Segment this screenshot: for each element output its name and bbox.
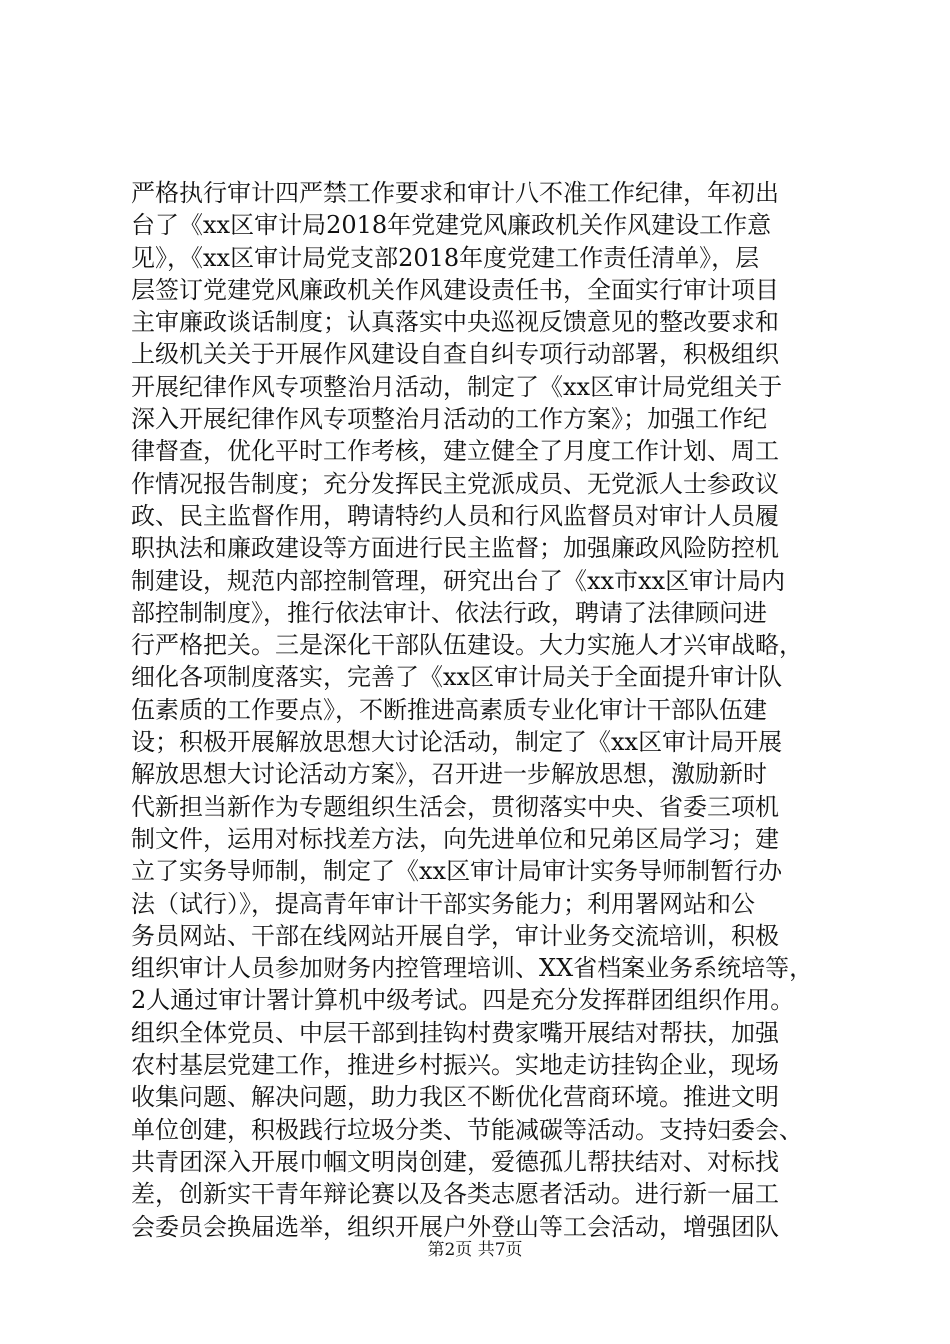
text-line: 单位创建，积极践行垃圾分类、节能减碳等活动。支持妇委会、 <box>131 1115 803 1144</box>
text-line: 层签订党建党风廉政机关作风建设责任书，全面实行审计项目 <box>131 275 779 304</box>
text-line: 务员网站、干部在线网站开展自学，审计业务交流培训，积极 <box>131 921 779 950</box>
text-line: 伍素质的工作要点》，不断推进高素质专业化审计干部队伍建 <box>131 695 767 724</box>
text-line: 解放思想大讨论活动方案》，召开进一步解放思想，激励新时 <box>131 760 767 789</box>
text-line: 2人通过审计署计算机中级考试。四是充分发挥群团组织作用。 <box>131 986 795 1015</box>
text-line: 差，创新实干青年辩论赛以及各类志愿者活动。进行新一届工 <box>131 1180 779 1209</box>
text-line: 制建设，规范内部控制管理，研究出台了《xx市xx区审计局内 <box>131 566 786 595</box>
text-line: 法（试行）》，提高青年审计干部实务能力；利用署网站和公 <box>131 889 755 918</box>
text-line: 设；积极开展解放思想大讨论活动，制定了《xx区审计局开展 <box>131 728 783 757</box>
text-line: 台了《xx区审计局2018年党建党风廉政机关作风建设工作意 <box>131 211 772 240</box>
text-line: 组织全体党员、中层干部到挂钩村费家嘴开展结对帮扶，加强 <box>131 1018 779 1047</box>
text-line: 代新担当新作为专题组织生活会，贯彻落实中央、省委三项机 <box>131 792 779 821</box>
text-line: 会委员会换届选举，组织开展户外登山等工会活动，增强团队 <box>131 1212 779 1241</box>
text-line: 收集问题、解决问题，助力我区不断优化营商环境。推进文明 <box>131 1083 779 1112</box>
text-line: 制文件，运用对标找差方法，向先进单位和兄弟区局学习；建 <box>131 824 779 853</box>
text-line: 严格执行审计四严禁工作要求和审计八不准工作纪律，年初出 <box>131 179 779 207</box>
text-line: 共青团深入开展巾帼文明岗创建，爱德孤儿帮扶结对、对标找 <box>131 1147 779 1176</box>
text-line: 作情况报告制度；充分发挥民主党派成员、无党派人士参政议 <box>131 469 779 498</box>
text-line: 农村基层党建工作，推进乡村振兴。实地走访挂钩企业，现场 <box>131 1051 779 1080</box>
page-number-footer: 第2页 共7页 <box>427 1240 523 1260</box>
text-line: 上级机关关于开展作风建设自查自纠专项行动部署，积极组织 <box>131 340 779 369</box>
text-line: 主审廉政谈话制度；认真落实中央巡视反馈意见的整改要求和 <box>131 308 779 337</box>
text-line: 细化各项制度落实，完善了《xx区审计局关于全面提升审计队 <box>131 663 783 692</box>
text-line: 职执法和廉政建设等方面进行民主监督；加强廉政风险防控机 <box>131 534 779 563</box>
text-line: 组织审计人员参加财务内控管理培训、XX省档案业务系统培等， <box>131 954 814 983</box>
text-line: 政、民主监督作用，聘请特约人员和行风监督员对审计人员履 <box>131 501 779 530</box>
text-line: 立了实务导师制，制定了《xx区审计局审计实务导师制暂行办 <box>131 857 783 886</box>
text-line: 深入开展纪律作风专项整治月活动的工作方案》；加强工作纪 <box>131 405 767 434</box>
text-line: 行严格把关。三是深化干部队伍建设。大力实施人才兴审战略， <box>131 631 803 660</box>
text-line: 见》，《xx区审计局党支部2018年度党建工作责任清单》，层 <box>131 243 760 272</box>
body-text <box>131 177 831 1243</box>
text-line: 开展纪律作风专项整治月活动，制定了《xx区审计局党组关于 <box>131 372 783 401</box>
text-line: 律督查，优化平时工作考核，建立健全了月度工作计划、周工 <box>131 437 779 466</box>
text-line: 部控制制度》，推行依法审计、依法行政，聘请了法律顾问进 <box>131 598 767 627</box>
